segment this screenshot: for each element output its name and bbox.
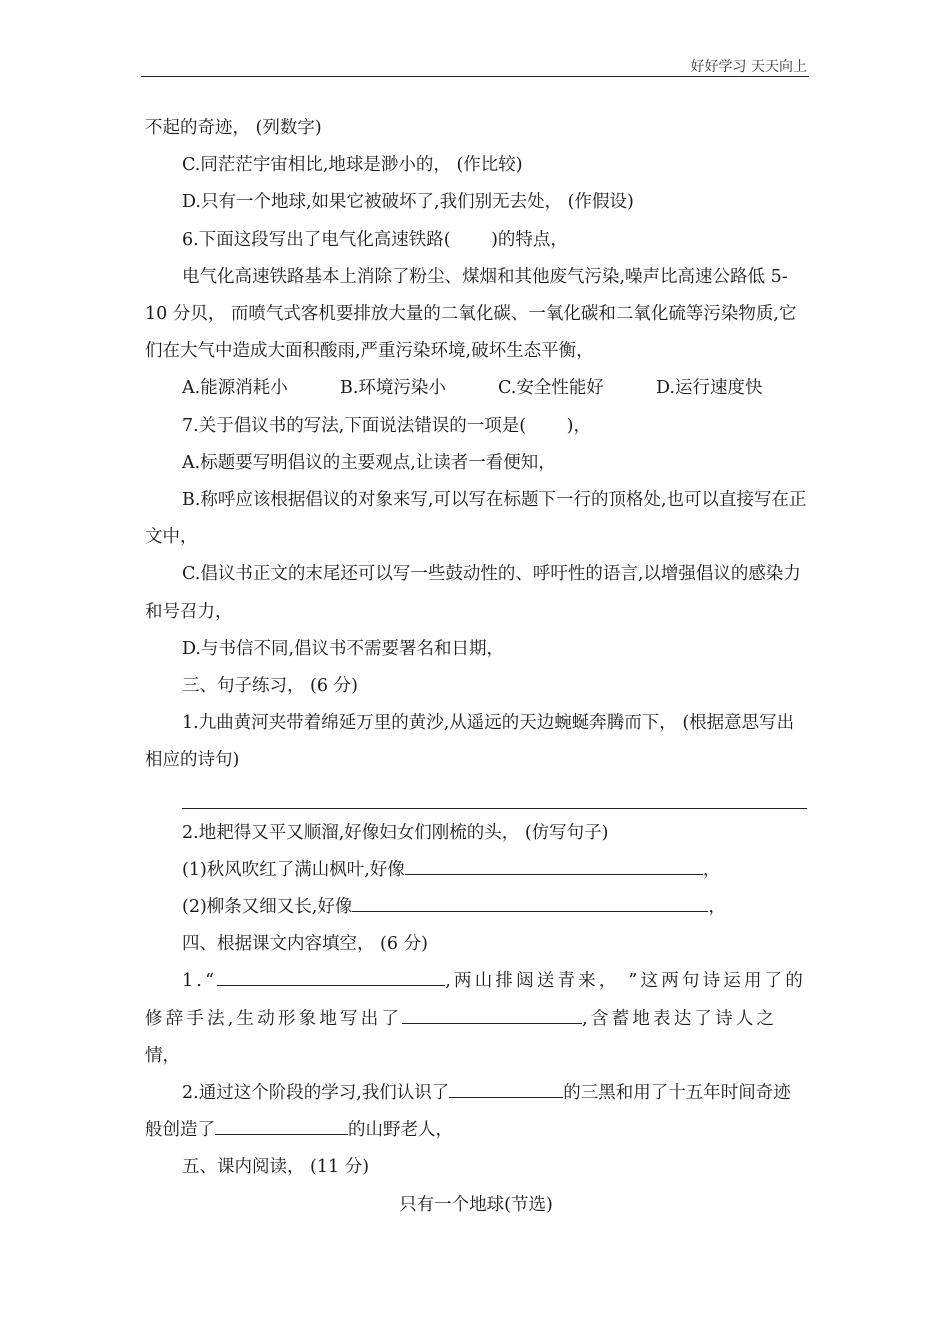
section5-title: 五、课内阅读， (11 分) (182, 1157, 370, 1178)
section4-q2-text-1: 2.通过这个阶段的学习,我们认识了 (182, 1083, 450, 1104)
q5-option-b-tail: 不起的奇迹， (列数字) (145, 118, 322, 138)
section5-passage-title: 只有一个地球(节选) (399, 1194, 553, 1215)
q7-option-c: C.倡议书正文的末尾还可以写一些鼓动性的、呼吁性的语言,以增强倡议的感染力和号召力， (145, 564, 801, 622)
section4-q1-text-2: 的修辞手法,生动形象地写出了 (145, 971, 807, 1029)
section4-q2-blank-2[interactable] (215, 1112, 348, 1135)
section3-q2-1-blank[interactable] (405, 852, 703, 875)
section4-title: 四、根据课文内容填空， (6 分) (182, 934, 428, 955)
section4-q1-open-quote: 1.“ (182, 971, 218, 992)
section4-q1-text-4: 之情， (145, 1008, 775, 1066)
header-divider (141, 76, 809, 77)
section3-q2: 2.地耙得又平又顺溜,好像妇女们刚梳的头， (仿写句子) (182, 822, 609, 843)
section3-q2-2-blank[interactable] (352, 889, 708, 912)
q6-options (182, 370, 807, 407)
section3-q2-1-end: ， (702, 859, 721, 880)
section4-q1 (145, 963, 807, 1075)
section3-q1-answer-line[interactable] (182, 780, 807, 809)
section3-q2-1 (145, 852, 807, 889)
section4-q2-text-4: 的山野老人， (348, 1120, 453, 1141)
q6-stem: 6.下面这段写出了电气化高速铁路( )的特点， (182, 229, 568, 250)
section4-q1-blank-2[interactable] (402, 1001, 582, 1024)
section4-q2 (145, 1075, 807, 1149)
q5-option-d: D.只有一个地球,如果它被破坏了,我们别无去处， (作假设) (182, 192, 634, 213)
section4-q1-text-1: ,两山排闼送青来， ”这两句诗运用了 (445, 971, 786, 992)
section4-q1-text-3: ,含蓄地表达了诗人 (582, 1008, 757, 1029)
q6-option-c: C.安全性能好 (498, 378, 604, 399)
q7-option-b: B.称呼应该根据倡议的对象来写,可以写在标题下一行的顶格处,也可以直接写在正文中， (145, 490, 807, 548)
q6-passage: 电气化高速铁路基本上消除了粉尘、煤烟和其他废气污染,噪声比高速公路低 5-10 分贝， 而喷气式客机要排放大量的二氧化碳、一氧化碳和二氧化硫等污染物质,它们在大气中造成大面积酸雨,严重污染环境,破坏生态平衡， (145, 266, 797, 362)
q6-option-d: D.运行速度快 (656, 378, 763, 399)
section3-title: 三、句子练习， (6 分) (182, 676, 358, 697)
section4-q2-blank-1[interactable] (449, 1075, 563, 1098)
section4-q1-blank-1[interactable] (217, 963, 445, 986)
section3-q2-2-text: (2)柳条又细又长,好像 (182, 897, 353, 918)
section3-q2-2-end: ， (708, 897, 726, 918)
section3-q2-1-text: (1)秋风吹红了满山枫叶,好像 (182, 859, 405, 880)
q5-option-c: C.同茫茫宇宙相比,地球是渺小的， (作比较) (182, 155, 523, 176)
q7-option-a: A.标题要写明倡议的主要观点,让读者一看便知， (182, 452, 556, 473)
q6-option-a: A.能源消耗小 (182, 378, 288, 399)
q7-option-d: D.与书信不同,倡议书不需要署名和日期， (182, 638, 505, 659)
section3-q2-2 (145, 889, 807, 926)
q7-stem: 7.关于倡议书的写法,下面说法错误的一项是( )， (182, 415, 591, 436)
section4-q2-text-2: 的三黑和用了十五年时间 (563, 1083, 756, 1104)
q6-option-b: B.环境污染小 (340, 378, 446, 399)
section4-q2-text-3: 奇迹般创造了 (145, 1083, 791, 1141)
header-motto: 好好学习 天天向上 (690, 59, 807, 75)
section3-q1: 1.九曲黄河夹带着绵延万里的黄沙,从遥远的天边蜿蜒奔腾而下， (根据意思写出相应的诗句) (145, 713, 795, 771)
document-body (145, 110, 807, 1224)
